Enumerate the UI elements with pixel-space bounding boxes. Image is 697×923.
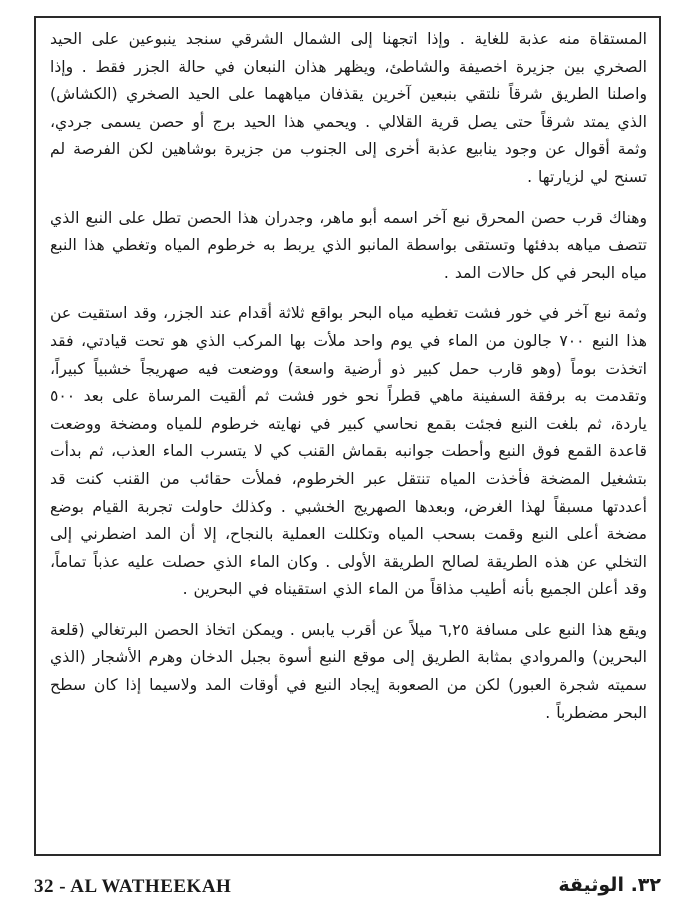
footer-page-label-arabic: ٣٢. الوثيقة — [558, 874, 661, 896]
paragraph: وثمة نبع آخر في خور فشت تغطيه مياه البحر بواقع ثلاثة أقدام عند الجزر، وقد استقيت عن هذا النبع ٧٠٠ جالون من الماء في يوم واحد ملأت بها المركب الذي هو تحت قيادتي، فقد اتخذت بوماً (وهو قارب حمل كبير ذو أرضية واسعة) ووضعت فيه صهريجاً خشبياً كبيراً، وتقدمت به برفقة السفينة ماهي قطراً نحو خور فشت ثم ألقيت المرساة على بعد ٥٠٠ ياردة، ثم بلغت النبع فجئت بقمع نحاسي كبير في نهايته خرطوم للمياه ومضخة ووضعت قاعدة القمع فوق النبع وأحطت جوانبه بقماش القنب كي لا يتسرب الماء العذب، ثم بدأت بتشغيل المضخة فأخذت المياه تنتقل عبر الخرطوم، فملأت حقائب من القنب كنت قد أعددتها مسبقاً لهذا الغرض، وبعدها الصهريج الخشبي . وكذلك حاولت تجربة القيام بوضع مضخة أعلى النبع وقمت بسحب المياه وتكللت العملية بالنجاح، إلا أن المد اضطرني إلى التخلي عن هذه الطريقة لصالح الطريقة الأولى . وكان الماء الذي حصلت عليه عذباً تماماً، وقد أعلن الجميع بأنه أطيب مذاقاً من الماء الذي استقيناه في البحرين . — [50, 304, 647, 599]
paragraph: وهناك قرب حصن المحرق نبع آخر اسمه أبو ماهر، وجدران هذا الحصن تطل على النبع الذي تتصف مياهه بدفئها وتستقى بواسطة المانبو الذي يربط به خرطوم المياه وتغطي هذا النبع مياه البحر في كل حالات المد . — [50, 208, 647, 282]
page-footer — [34, 876, 661, 908]
paragraph: ويقع هذا النبع على مسافة ٦,٢٥ ميلاً عن أقرب يابس . ويمكن اتخاذ الحصن البرتغالي (قلعة البحرين) والمروادي بمثابة الطريق إلى موقع النبع أسوة بجبل الدخان وهرم الأشجار (الذي سميته شجرة العبور) لكن من الصعوبة إيجاد النبع في أوقات المد ولاسيما إذا كان سطح البحر مضطرباً . — [50, 620, 647, 722]
footer-page-label-latin: 32 - AL WATHEEKAH — [34, 876, 232, 897]
paragraph: المستقاة منه عذبة للغاية . وإذا اتجهنا إلى الشمال الشرقي سنجد ينبوعين على الحيد الصخري بين جزيرة اخصيفة والشاطئ، ويظهر هذان النبعان في حالة الجزر فقط . وإذا واصلنا الطريق شرقاً نلتقي بنبعين آخرين يقذفان مياههما على الحيد الصخري (الكشاش) الذي يمتد شرقاً حتى يصل قرية القلالي . ويحمي هذا الحيد برج أو حصن يسمى جردي، وثمة أقوال عن وجود ينابيع عذبة أخرى إلى الجنوب من جزيرة بوشاهين لكن الفرصة لم تسنح لي لزيارتها . — [50, 30, 647, 186]
article-body — [50, 26, 647, 727]
